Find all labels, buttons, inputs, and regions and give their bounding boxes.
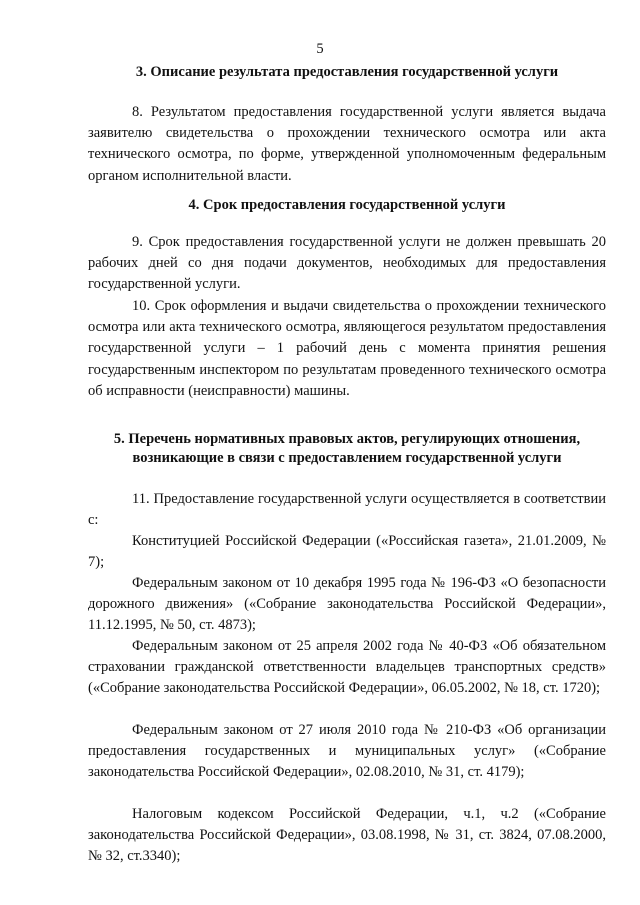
law-item-tax-code: Налоговым кодексом Российской Федерации, ч.1, ч.2 («Собрание законодательства Российской Федерации», 03.08.1998, № 31, ст. 3824, 07.08.2000, № 32, ст.3340); (88, 806, 606, 865)
law-item-constitution: Конституцией Российской Федерации («Российская газета», 21.01.2009, № 7); (88, 533, 606, 571)
paragraph-8: 8. Результатом предоставления государственной услуги является выдача заявителю свидетельства о прохождении технического осмотра или акта технического осмотра, по форме, утвержденной уполномоченным федеральным органом исполнительной власти. (88, 104, 606, 184)
law-item-210-fz: Федеральным законом от 27 июля 2010 года № 210-ФЗ «Об организации предоставления государственных и муниципальных услуг» («Собрание законодательства Российской Федерации», 02.08.2010, № 31, ст. 4179); (88, 722, 606, 781)
law-item-196-fz: Федеральным законом от 10 декабря 1995 года № 196-ФЗ «О безопасности дорожного движения» («Собрание законодательства Российской Федерации», 11.12.1995, № 50, ст. 4873); (88, 575, 606, 634)
law-item-40-fz: Федеральным законом от 25 апреля 2002 года № 40-ФЗ «Об обязательном страховании гражданской ответственности владельцев транспортных средств» («Собрание законодательства Российской Федерации», 06.05.2002, № 18, ст. 1720); (88, 638, 606, 697)
section-3-heading: 3. Описание результата предоставления государственной услуги (135, 64, 559, 80)
section-5-heading-line-2: возникающие в связи с предоставлением государственной услуги (132, 450, 562, 466)
section-5-heading-line-1: 5. Перечень нормативных правовых актов, регулирующих отношения, (113, 431, 581, 447)
page-number: 5 (316, 41, 324, 57)
paragraph-10: 10. Срок оформления и выдачи свидетельства о прохождении технического осмотра или акта технического осмотра, являющегося результатом предоставления государственной услуги – 1 рабочий день с момента принятия решения государственным инспектором по результатам проведенного технического осмотра об исправности (неисправности) машины. (88, 298, 606, 399)
paragraph-11: 11. Предоставление государственной услуги осуществляется в соответствии с: (88, 491, 606, 529)
section-5-heading (88, 430, 606, 468)
section-4-heading: 4. Срок предоставления государственной услуги (188, 197, 506, 213)
paragraph-9: 9. Срок предоставления государственной услуги не должен превышать 20 рабочих дней со дня подачи документов, необходимых для предоставления государственной услуги. (88, 234, 606, 293)
